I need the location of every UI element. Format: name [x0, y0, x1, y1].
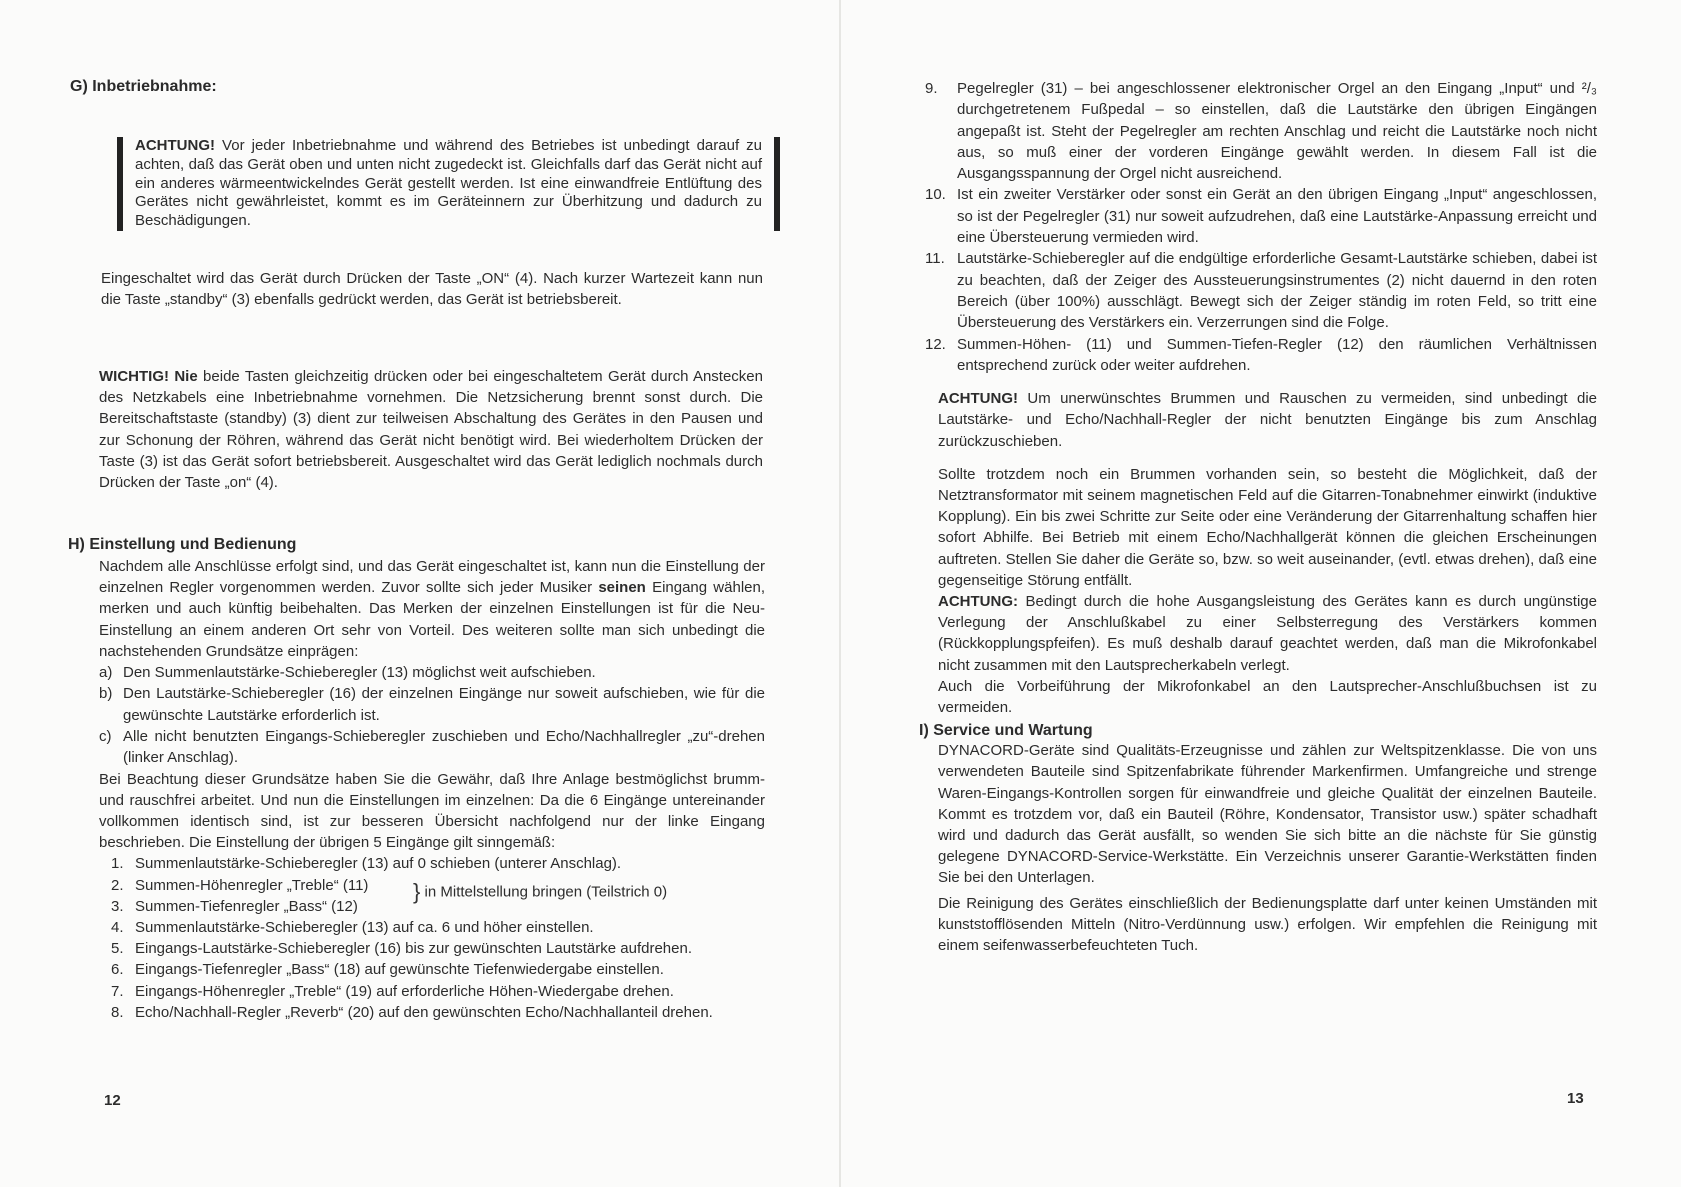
- warning-box: [117, 137, 780, 231]
- warning-text: Vor jeder Inbetriebnahme und während des Betriebes ist unbedingt darauf zu achten, daß das Gerät oben und unten nicht zugedeckt ist. Gleichfalls darf das Gerät nicht auf ein anderes wärmeentwickelndes Gerät gestellt werden. Ist eine einwandfreie Entlüftung des Gerätes nicht gewährleistet, kommt es im Geräteinnern zur Überhitzung und dadurch zu Beschädigungen.: [135, 137, 762, 230]
- step-item: 7. Eingangs-Höhenregler „Treble“ (19) auf erforderliche Höhen-Wiedergabe drehen.: [111, 982, 674, 1000]
- important-label: WICHTIG! Nie: [99, 368, 198, 385]
- step-item: 5. Eingangs-Lautstärke-Schieberegler (16) bis zur gewünschten Lautstärke aufdrehen.: [111, 939, 692, 957]
- rule-item: a) Den Summenlautstärke-Schieberegler (13) möglichst weit aufschieben.: [99, 664, 596, 682]
- right-column: [919, 78, 1597, 956]
- h-intro-bold: seinen: [598, 579, 646, 597]
- step-item: 9. Pegelregler (31) – bei angeschlossener elektronischer Orgel an den Eingang „Input“ und ²/₃ durchgetretenem Fußpedal – so einstellen, daß die Lautstärke den übrigen Eingängen angepaßt ist. Steht der Pegelregler am rechten Anschlag und reicht die Lautstärke noch nicht aus, so muß einer der vorderen Eingänge gewählt werden. In diesem Fall ist die Ausgangsspannung der Orgel nicht ausreichend.: [925, 80, 1597, 183]
- step-item: 4. Summenlautstärke-Schieberegler (13) auf ca. 6 und höher einstellen.: [111, 918, 594, 936]
- h-intro-a: Nachdem alle Anschlüsse erfolgt sind, und das Gerät eingeschaltet ist, kann nun die Einstellung der einzelnen Regler vorgenommen werden. Zuvor sollte sich jeder Musiker: [99, 558, 765, 597]
- step-item: 11. Lautstärke-Schieberegler auf die endgültige erforderliche Gesamt-Lautstärke schieben, dabei ist zu beachten, daß der Zeiger des Aussteuerungsinstrumentes (2) nicht dauernd in den roten Bereich (über 100%) ausschlägt. Bewegt sich der Zeiger ständig im roten Feld, so tritt eine Übersteuerung des Verstärkers ein. Verzerrungen sind die Folge.: [925, 250, 1597, 332]
- step-pair: 2. Summen-Höhenregler „Treble“ (11) 3. Summen-Tiefenregler „Bass“ (12) } in Mittelstellung bringen (Teilstrich 0): [111, 876, 668, 915]
- rules-list: [99, 662, 765, 768]
- achtung-feedback-text: Bedingt durch die hohe Ausgangsleistung des Gerätes kann es durch ungünstige Verlegung der Anschlußkabel zu einer Selbsterregung des Verstärkers kommen (Rückkopplungspfeifen). Es muß deshalb darauf geachtet werden, daß man die Mikrofonkabel nicht zusammen mit den Lautsprecherkabeln verlegt.: [938, 592, 1597, 674]
- brace-note: [409, 878, 668, 904]
- section-i-heading: I) Service und Wartung: [919, 722, 1093, 740]
- service-paragraph: DYNACORD-Geräte sind Qualitäts-Erzeugnisse und zählen zur Weltspitzenklasse. Die von uns verwendeten Bauteile sind Spitzenfabrikate führender Markenfirmen. Umfangreiche und strenge Waren-Eingangs-Kontrollen sorgen für einwandfreie und gleiche Qualität der einzelnen Bauteile. Kommt es trotzdem vor, daß ein Bauteil (Röhre, Kondensator, Transistor usw.) später schadhaft wird und dadurch das Gerät ausfällt, so wenden Sie sich bitte an die nächste für Sie günstig gelegene DYNACORD-Service-Werkstätte. Ein Verzeichnis unserer Garantie-Werkstätten finden Sie bei den Unterlagen.: [938, 742, 1597, 887]
- achtung-text: Um unerwünschtes Brummen und Rauschen zu vermeiden, sind unbedingt die Lautstärke- und Echo/Nachhall-Regler der nicht benutzten Eingänge bis zum Anschlag zurückzuschieben.: [938, 390, 1597, 450]
- rule-item: c) Alle nicht benutzten Eingangs-Schieberegler zuschieben und Echo/Nachhallregler „zu“-drehen (linker Anschlag).: [99, 727, 765, 767]
- page-number-right: 13: [1567, 1090, 1584, 1107]
- switch-on-paragraph: [101, 268, 763, 310]
- section-h-heading: H) Einstellung und Bedienung: [68, 536, 297, 553]
- important-paragraph: [99, 366, 763, 493]
- step-item: 6. Eingangs-Tiefenregler „Bass“ (18) auf gewünschte Tiefenwiedergabe einstellen.: [111, 961, 664, 979]
- achtung-feedback-label: ACHTUNG:: [938, 592, 1018, 610]
- rule-item: b) Den Lautstärke-Schieberegler (16) der einzelnen Eingänge nur soweit aufschieben, wie für die gewünschte Lautstärke erforderlich ist.: [99, 685, 765, 724]
- right-page: [840, 0, 1681, 1187]
- step-item: 12. Summen-Höhen- (11) und Summen-Tiefen-Regler (12) den räumlichen Verhältnissen entsprechend zurück oder weiter aufdrehen.: [925, 335, 1597, 374]
- cleaning-paragraph: Die Reinigung des Gerätes einschließlich der Bedienungsplatte darf unter keinen Umständen mit kunststofflösenden Mitteln (Nitro-Verdünnung usw.) erfolgen. Wir empfehlen die Reinigung mit einem seifenwasserbefeuchteten Tuch.: [938, 894, 1597, 955]
- section-h-body: [99, 556, 765, 1023]
- brace-symbol: }: [413, 878, 421, 904]
- warning-label: ACHTUNG!: [135, 137, 215, 154]
- steps-list: [99, 853, 765, 1023]
- achtung-label: ACHTUNG!: [938, 390, 1018, 408]
- h-after: Bei Beachtung dieser Grundsätze haben Sie die Gewähr, daß Ihre Anlage bestmöglichst brumm- und rauschfrei arbeitet. Und nun die Einstellungen im einzelnen: Da die 6 Eingänge untereinander vollkommen identisch sind, ist zur besseren Übersicht nachfolgend nur der linke Eingang beschrieben. Die Einstellung der übrigen 5 Eingänge gilt sinngemäß:: [99, 770, 765, 852]
- step-item: 8. Echo/Nachhall-Regler „Reverb“ (20) auf den gewünschten Echo/Nachhallanteil drehen.: [111, 1003, 713, 1021]
- section-g-heading: G) Inbetriebnahme:: [70, 78, 217, 95]
- hum-paragraph: Sollte trotzdem noch ein Brummen vorhanden sein, so besteht die Möglichkeit, daß der Netztransformator mit seinem magnetischen Feld auf die Gitarren-Tonabnehmer einwirkt (induktive Kopplung). Ein bis zwei Schritte zur Seite oder eine Veränderung der Gitarrenhaltung schaffen hier sofort Abhilfe. Bei Betrieb mit einem Echo/Nachhallgerät können die gleichen Erscheinungen auftreten. Stellen Sie daher die Geräte so, bzw. so weit auseinander, (evtl. etwas drehen), daß eine gegenseitige Störung entfällt.: [938, 465, 1597, 589]
- continued-steps-list: [925, 78, 1597, 376]
- h-intro: [99, 556, 765, 662]
- step-item: 10. Ist ein zweiter Verstärker oder sonst ein Gerät an den übrigen Eingang „Input“ angeschlossen, so ist der Pegelregler (31) nur soweit aufzudrehen, daß eine Lautstärke-Anpassung erreicht und eine Übersteuerung vermieden wird.: [925, 186, 1597, 247]
- feedback-tail: Auch die Vorbeiführung der Mikrofonkabel an den Lautsprecher-Anschlußbuchsen ist zu vermeiden.: [938, 677, 1597, 716]
- switch-on-text: Eingeschaltet wird das Gerät durch Drücken der Taste „ON“ (4). Nach kurzer Wartezeit kann nun die Taste „standby“ (3) ebenfalls gedrückt werden, das Gerät ist betriebsbereit.: [101, 270, 763, 309]
- step-item: Summen-Höhenregler „Treble“ (11): [135, 876, 369, 894]
- step-item: Summen-Tiefenregler „Bass“ (12): [135, 897, 358, 915]
- important-text: beide Tasten gleichzeitig drücken oder bei eingeschaltetem Gerät durch Anstecken des Netzkabels eine Inbetriebnahme vornehmen. Die Netzsicherung brennt sonst durch. Die Bereitschaftstaste (standby) (3) dient zur teilweisen Abschaltung des Gerätes in den Pausen und zur Schonung der Röhren, während das Gerät nicht benötigt wird. Bei wiederholtem Drücken der Taste (3) ist das Gerät sofort betriebsbereit. Ausgeschaltet wird das Gerät lediglich nochmals durch Drücken der Taste „on“ (4).: [99, 368, 763, 492]
- h-intro-b: Eingang wählen, merken und auch künftig beibehalten. Das Merken der einzelnen Einstellungen ist für die Neu-Einstellung an einem anderen Ort sehr von Vorteil. Des weiteren sollte man sich unbedingt die nachstehenden Grundsätze einprägen:: [99, 579, 766, 660]
- page-number-left: 12: [104, 1092, 121, 1109]
- left-page: [0, 0, 840, 1187]
- achtung-hum-paragraph: [925, 388, 1597, 452]
- brace-note-text: in Mittelstellung bringen (Teilstrich 0): [424, 882, 668, 900]
- step-item: 1. Summenlautstärke-Schieberegler (13) auf 0 schieben (unterer Anschlag).: [111, 855, 622, 873]
- feedback-paragraph: [925, 591, 1597, 676]
